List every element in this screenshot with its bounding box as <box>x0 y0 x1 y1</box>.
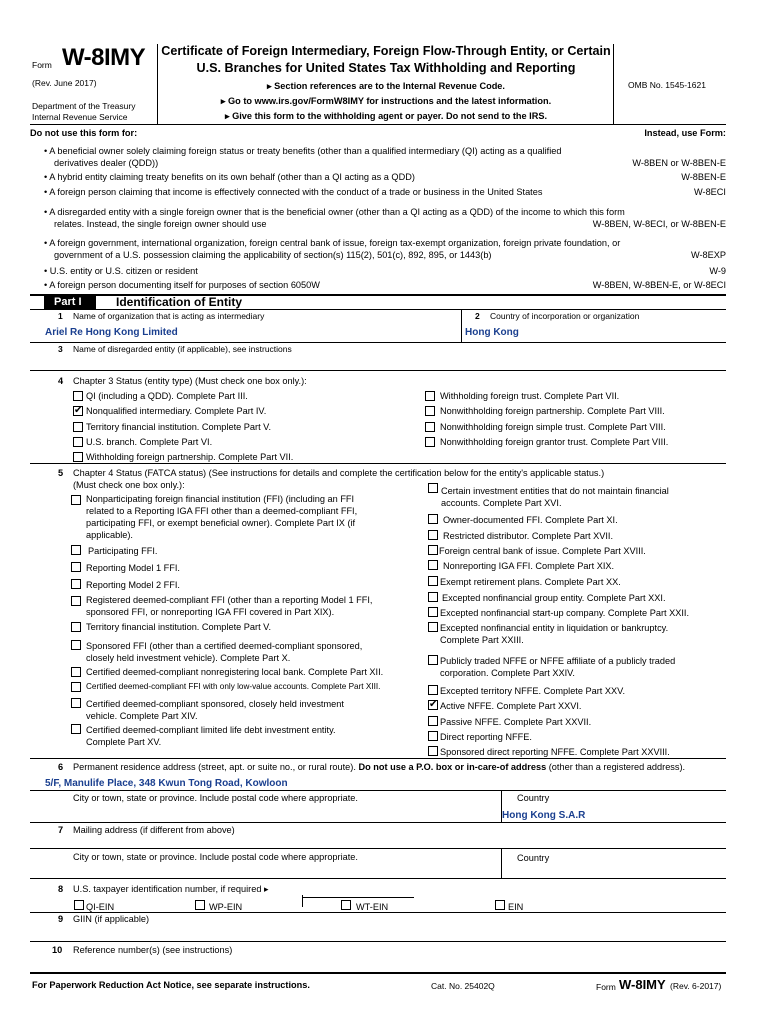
ch4-closely-held-vehicle-line1: Certified deemed-compliant sponsored, closely held investment <box>86 699 344 709</box>
line7-country-label: Country <box>517 853 550 863</box>
line7-country-divider <box>501 848 502 878</box>
ch4-passive-nffe-label: Passive NFFE. Complete Part XXVII. <box>440 717 592 727</box>
line9-bottom-rule <box>30 941 726 942</box>
ch4-restricted-distributor-label: Restricted distributor. Complete Part XVII. <box>443 531 614 541</box>
ch4-nonparticipating-ffi-checkbox[interactable] <box>71 495 81 505</box>
ch3-territory-checkbox[interactable] <box>73 422 83 432</box>
line10-label: Reference number(s) (see instructions) <box>73 945 233 955</box>
line8-label: U.S. taxpayer identification number, if required ▸ <box>73 884 269 894</box>
ch4-nonparticipating-ffi-line2: related to a Reporting IGA FFI other than a deemed-compliant FFI, <box>86 506 358 516</box>
reference-number-input[interactable] <box>73 956 723 970</box>
ch4-liquidation-line2: Complete Part XXIII. <box>440 635 524 645</box>
ch3-territory-label: Territory financial institution. Complete Part V. <box>86 422 272 432</box>
giin-input[interactable] <box>73 926 723 940</box>
ch4-limited-life-debt-line1: Certified deemed-compliant limited life debt investment entity. <box>86 725 336 735</box>
line6-label-b: Do not use a P.O. box or in-care-of address <box>358 762 547 772</box>
dnu-item-5-form: W-8EXP <box>690 250 726 260</box>
ch4-certain-investment-entities-checkbox[interactable] <box>428 483 438 493</box>
ch3-nonwithholding-partnership-checkbox[interactable] <box>425 406 435 416</box>
ch3-nonwithholding-simple-trust-checkbox[interactable] <box>425 422 435 432</box>
line6-country-input[interactable]: Hong Kong S.A.R <box>502 810 586 821</box>
ch3-nonqualified-checkbox[interactable] <box>73 406 83 416</box>
ch4-nonparticipating-ffi-line1: Nonparticipating foreign financial institution (FFI) (including an FFI <box>86 494 355 504</box>
ch4-limited-life-debt-line2: Complete Part XV. <box>86 737 162 747</box>
ch3-nonwithholding-grantor-trust-label: Nonwithholding foreign grantor trust. Complete Part VIII. <box>440 437 669 447</box>
line8-number: 8 <box>58 884 64 894</box>
line10-bottom-rule <box>30 972 726 974</box>
dnu-item-5-line1: • A foreign government, international organization, foreign central bank of issue, foreign tax-exempt organization, foreign private foundation, or <box>44 238 621 248</box>
line1-label: Name of organization that is acting as intermediary <box>73 311 265 321</box>
instruction-section-refs: ▸ Section references are to the Internal Revenue Code. <box>267 81 505 91</box>
ch4-exempt-retirement-label: Exempt retirement plans. Complete Part XX. <box>440 577 621 587</box>
line6-label <box>73 762 685 772</box>
ch3-withholding-trust-checkbox[interactable] <box>425 391 435 401</box>
ch4-participating-ffi-label: Participating FFI. <box>88 546 158 556</box>
ch4-reporting-model2-checkbox[interactable] <box>71 579 81 589</box>
ch4-excepted-territory-label: Excepted territory NFFE. Complete Part XXV. <box>440 686 626 696</box>
line4-number: 4 <box>58 376 64 386</box>
ch4-exempt-retirement-checkbox[interactable] <box>428 576 438 586</box>
ch4-foreign-central-bank-label: Foreign central bank of issue. Complete Part XVIII. <box>439 546 646 556</box>
instruction-give-form: ▸ Give this form to the withholding agent or payer. Do not send to the IRS. <box>224 111 548 121</box>
ch4-sponsored-ffi-checkbox[interactable] <box>71 640 81 650</box>
ch3-us-branch-checkbox[interactable] <box>73 437 83 447</box>
ch4-excepted-territory-checkbox[interactable] <box>428 685 438 695</box>
tin-qi-ein-label: QI-EIN <box>86 902 115 912</box>
line6-number: 6 <box>58 762 64 772</box>
line3-number: 3 <box>58 344 63 354</box>
tin-ein-label: EIN <box>508 902 524 912</box>
part1-title-rule <box>30 309 726 310</box>
disregarded-entity-input[interactable] <box>73 355 723 369</box>
ch3-nonwithholding-grantor-trust-checkbox[interactable] <box>425 437 435 447</box>
line6-city-input[interactable] <box>73 806 493 820</box>
line9-label: GIIN (if applicable) <box>73 914 150 924</box>
line1-number: 1 <box>58 311 63 321</box>
ch4-publicly-traded-line2: corporation. Complete Part XXIV. <box>440 668 575 678</box>
line5-number: 5 <box>58 468 64 478</box>
dnu-item-4-form: W-8BEN, W-8ECI, or W-8BEN-E <box>592 219 726 229</box>
ch4-closely-held-vehicle-line2: vehicle. Complete Part XIV. <box>86 711 198 721</box>
ch4-closely-held-vehicle-checkbox[interactable] <box>71 698 81 708</box>
line6-address-rule <box>30 790 726 791</box>
line8-field-underline <box>302 897 414 898</box>
ch4-passive-nffe-checkbox[interactable] <box>428 716 438 726</box>
omb-number: OMB No. 1545-1621 <box>628 80 706 90</box>
line7-city-input[interactable] <box>73 864 493 876</box>
form-number: W-8IMY <box>62 44 146 71</box>
dnu-item-1-line2: derivatives dealer (QDD)) <box>54 158 159 168</box>
ch3-nonwithholding-simple-trust-label: Nonwithholding foreign simple trust. Complete Part VIII. <box>440 422 666 432</box>
ch4-territory-fi-label: Territory financial institution. Complete Part V. <box>86 622 272 632</box>
ch4-direct-reporting-nffe-label: Direct reporting NFFE. <box>440 732 532 742</box>
dnu-item-2-form: W-8BEN-E <box>681 172 726 182</box>
instruction-website: ▸ Go to www.irs.gov/FormW8IMY for instructions and the latest information. <box>220 96 552 106</box>
ch4-publicly-traded-checkbox[interactable] <box>428 655 438 665</box>
dnu-item-3-form: W-8ECI <box>694 187 726 197</box>
ch3-withholding-trust-label: Withholding foreign trust. Complete Part VII. <box>440 391 620 401</box>
ch4-nonregistering-local-bank-checkbox[interactable] <box>71 667 81 677</box>
ch4-low-value-accounts-label: Certified deemed-compliant FFI with only low-value accounts. Complete Part XIII. <box>86 682 381 691</box>
line5-label-2: (Must check one box only.): <box>73 480 185 490</box>
ch4-active-nffe-label: Active NFFE. Complete Part XXVI. <box>440 701 582 711</box>
dnu-item-2-line1: • A hybrid entity claiming treaty benefits on its own behalf (other than a QI acting as a QDD) <box>44 172 415 182</box>
line3-label: Name of disregarded entity (if applicable), see instructions <box>73 344 292 354</box>
line2-bottom-rule <box>30 342 726 343</box>
ch4-publicly-traded-line1: Publicly traded NFFE or NFFE affiliate of a publicly traded <box>440 656 676 666</box>
ch4-sponsored-direct-reporting-checkbox[interactable] <box>428 746 438 756</box>
ch4-startup-company-label: Excepted nonfinancial start-up company. Complete Part XXII. <box>440 608 690 618</box>
dnu-item-4-line2: relates. Instead, the single foreign owner should use <box>54 219 267 229</box>
form-title-line2: U.S. Branches for United States Tax Withholding and Reporting <box>196 61 576 75</box>
line2-label: Country of incorporation or organization <box>490 311 640 321</box>
org-name-input[interactable]: Ariel Re Hong Kong Limited <box>45 327 178 338</box>
dnu-item-1-line1: • A beneficial owner solely claiming foreign status or treaty benefits (other than a qualified intermediary (QI) acting as a qualified <box>44 146 562 156</box>
ch4-reporting-model1-checkbox[interactable] <box>71 562 81 572</box>
footer-form-number: W-8IMY <box>619 977 666 992</box>
ch3-qi-label: QI (including a QDD). Complete Part III. <box>86 391 248 401</box>
line10-number: 10 <box>52 945 63 955</box>
mailing-address-input[interactable] <box>73 836 723 848</box>
line6-city-label: City or town, state or province. Include postal code where appropriate. <box>73 793 358 803</box>
department: Department of the Treasury <box>32 101 136 111</box>
tin-wp-ein-checkbox[interactable] <box>195 900 205 910</box>
ch3-nonwithholding-partnership-label: Nonwithholding foreign partnership. Complete Part VIII. <box>440 406 665 416</box>
dnu-item-6-line1: • U.S. entity or U.S. citizen or resident <box>44 266 198 276</box>
ch4-nonreporting-iga-ffi-checkbox[interactable] <box>428 560 438 570</box>
ch4-reporting-model1-label: Reporting Model 1 FFI. <box>86 563 180 573</box>
dnu-item-4-line1: • A disregarded entity with a single foreign owner that is the beneficial owner (other than a QI acting as a QDD) of the income to which this form <box>44 207 625 217</box>
ch4-nonfinancial-group-checkbox[interactable] <box>428 592 438 602</box>
dnu-item-7-line1: • A foreign person documenting itself for purposes of section 6050W <box>44 280 320 290</box>
catalog-number: Cat. No. 25402Q <box>431 981 495 991</box>
ch4-nonreporting-iga-ffi-label: Nonreporting IGA FFI. Complete Part XIX. <box>443 561 615 571</box>
ch4-registered-deemed-compliant-line1: Registered deemed-compliant FFI (other than a reporting Model 1 FFI, <box>86 595 373 605</box>
line5-label-1: Chapter 4 Status (FATCA status) (See instructions for details and complete the certification below for the entity's applicable status.) <box>73 468 605 478</box>
ch4-nonparticipating-ffi-line4: applicable). <box>86 530 133 540</box>
ch4-owner-documented-ffi-checkbox[interactable] <box>428 514 438 524</box>
form-word: Form <box>32 60 52 70</box>
line6-country-label: Country <box>517 793 550 803</box>
line4-label: Chapter 3 Status (entity type) (Must check one box only.): <box>73 376 307 386</box>
ch3-nonqualified-label: Nonqualified intermediary. Complete Part IV. <box>86 406 267 416</box>
ch4-nonparticipating-ffi-line3: participating FFI, or exempt beneficial owner). Complete Part IX (if <box>86 518 356 528</box>
ch4-liquidation-line1: Excepted nonfinancial entity in liquidation or bankruptcy. <box>440 623 669 633</box>
instead-use-heading: Instead, use Form: <box>644 128 726 138</box>
line2-number: 2 <box>475 311 480 321</box>
line7-country-input[interactable] <box>505 864 720 876</box>
line6-bottom-rule <box>30 822 726 823</box>
ch3-withholding-partnership-label: Withholding foreign partnership. Complete Part VII. <box>86 452 294 462</box>
line7-city-label: City or town, state or province. Include postal code where appropriate. <box>73 852 358 862</box>
ch4-active-nffe-checkbox[interactable] <box>428 700 438 710</box>
form-title-line1: Certificate of Foreign Intermediary, Foreign Flow-Through Entity, or Certain <box>161 44 611 58</box>
line3-bottom-rule <box>30 370 726 371</box>
ch4-reporting-model2-label: Reporting Model 2 FFI. <box>86 580 180 590</box>
line6-label-a: Permanent residence address (street, apt. or suite no., or rural route). <box>73 762 356 772</box>
ch4-startup-company-checkbox[interactable] <box>428 607 438 617</box>
ch4-sponsored-ffi-line1: Sponsored FFI (other than a certified deemed-compliant sponsored, <box>86 641 363 651</box>
ch4-sponsored-ffi-line2: closely held investment vehicle). Complete Part X. <box>86 653 291 663</box>
ch4-sponsored-direct-reporting-label: Sponsored direct reporting NFFE. Complete Part XXVIII. <box>440 747 670 757</box>
ch4-restricted-distributor-checkbox[interactable] <box>428 530 438 540</box>
tin-wp-ein-label: WP-EIN <box>209 902 243 912</box>
line7-label: Mailing address (if different from above) <box>73 825 235 835</box>
dnu-item-5-line2: government of a U.S. possession claiming the applicability of section(s) 115(2), 501(c), 892, 895, or 1443(b) <box>54 250 492 260</box>
ch4-certain-investment-entities-line2: accounts. Complete Part XVI. <box>441 498 562 508</box>
line6-label-c: (other than a registered address). <box>548 762 686 772</box>
ch4-liquidation-checkbox[interactable] <box>428 622 438 632</box>
dnu-item-1-form: W-8BEN or W-8BEN-E <box>632 158 726 168</box>
ch3-qi-checkbox[interactable] <box>73 391 83 401</box>
ch4-low-value-accounts-checkbox[interactable] <box>71 682 81 692</box>
footer-revision: (Rev. 6-2017) <box>670 981 722 991</box>
header-divider-left <box>157 44 158 124</box>
paperwork-notice: For Paperwork Reduction Act Notice, see separate instructions. <box>32 980 310 990</box>
dnu-item-3-line1: • A foreign person claiming that income is effectively connected with the conduct of a trade or business in the United States <box>44 187 543 197</box>
ch4-direct-reporting-nffe-checkbox[interactable] <box>428 731 438 741</box>
dnu-item-7-form: W-8BEN, W-8BEN-E, or W-8ECI <box>592 280 726 290</box>
ch4-registered-deemed-compliant-line2: sponsored FFI, or nonreporting IGA FFI covered in Part XIX). <box>86 607 335 617</box>
ch4-limited-life-debt-checkbox[interactable] <box>71 724 81 734</box>
ch3-us-branch-label: U.S. branch. Complete Part VI. <box>86 437 213 447</box>
ch4-foreign-central-bank-checkbox[interactable] <box>428 545 438 555</box>
header-divider-right <box>613 44 614 124</box>
tin-ein-checkbox[interactable] <box>495 900 505 910</box>
ch4-registered-deemed-compliant-checkbox[interactable] <box>71 596 81 606</box>
footer-form-word: Form <box>596 982 616 992</box>
dnu-item-6-form: W-9 <box>709 266 726 276</box>
line8-bottom-rule <box>30 912 726 913</box>
line7-address-rule <box>30 848 726 849</box>
agency: Internal Revenue Service <box>32 112 128 122</box>
ch4-nonfinancial-group-label: Excepted nonfinancial group entity. Complete Part XXI. <box>442 593 666 603</box>
line9-number: 9 <box>58 914 64 924</box>
part1-label: Part I <box>44 295 96 309</box>
ch4-nonregistering-local-bank-label: Certified deemed-compliant nonregistering local bank. Complete Part XII. <box>86 667 384 677</box>
header-bottom-rule <box>30 124 726 125</box>
ch4-territory-fi-checkbox[interactable] <box>71 622 81 632</box>
revision-date: (Rev. June 2017) <box>32 78 97 88</box>
tin-input[interactable] <box>303 884 413 897</box>
tin-wt-ein-label: WT-EIN <box>356 902 389 912</box>
line7-bottom-rule <box>30 878 726 879</box>
ch3-withholding-partnership-checkbox[interactable] <box>73 452 83 462</box>
line1-2-divider <box>461 310 462 342</box>
tin-qi-ein-checkbox[interactable] <box>74 900 84 910</box>
line7-number: 7 <box>58 825 64 835</box>
ch4-owner-documented-ffi-label: Owner-documented FFI. Complete Part XI. <box>443 515 618 525</box>
country-incorporation-input[interactable]: Hong Kong <box>465 327 519 338</box>
tin-wt-ein-checkbox[interactable] <box>341 900 351 910</box>
ch4-certain-investment-entities-line1: Certain investment entities that do not maintain financial <box>441 486 669 496</box>
permanent-address-input[interactable]: 5/F, Manulife Place, 348 Kwun Tong Road, Kowloon <box>45 778 288 789</box>
part1-title: Identification of Entity <box>116 295 242 309</box>
line4-bottom-rule <box>30 463 726 464</box>
do-not-use-heading: Do not use this form for: <box>30 128 138 138</box>
line5-bottom-rule <box>30 758 726 759</box>
ch4-participating-ffi-checkbox[interactable] <box>71 545 81 555</box>
